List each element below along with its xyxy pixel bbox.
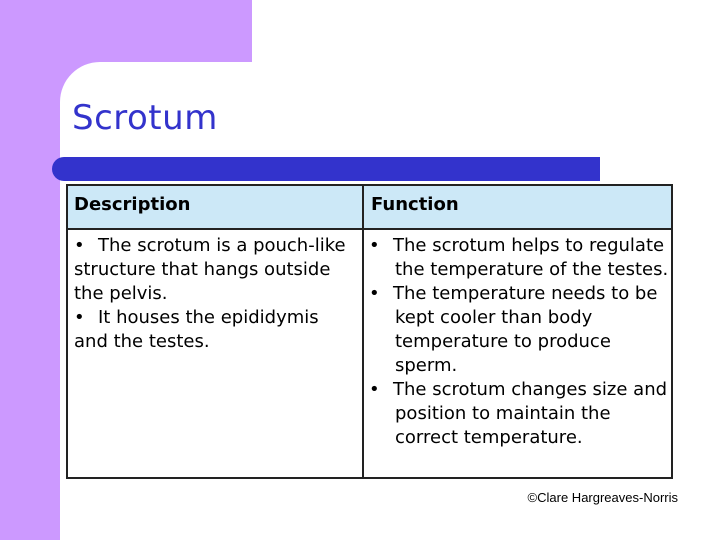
table-header-row (68, 186, 671, 230)
purple-side-strip (0, 0, 60, 540)
description-bullet (74, 306, 358, 354)
description-text: The scrotum is a pouch-like structure that hangs outside the pelvis. (74, 235, 346, 304)
function-bullet (369, 234, 669, 282)
function-text: The temperature needs to be kept cooler than body temperature to produce sperm. (393, 283, 658, 376)
function-text: The scrotum helps to regulate the temperature of the testes. (393, 235, 669, 280)
bullet-icon: • (369, 235, 380, 256)
function-cell (369, 234, 669, 450)
function-text: The scrotum changes size and position to maintain the correct temperature. (393, 379, 668, 448)
column-divider (362, 186, 364, 477)
title-underline-bar (52, 157, 600, 181)
bullet-icon: • (369, 379, 380, 400)
header-function: Function (371, 194, 459, 215)
function-bullet (369, 378, 669, 450)
function-bullet (369, 282, 669, 378)
description-bullet (74, 234, 358, 306)
slide-title: Scrotum (72, 98, 218, 138)
description-text: It houses the epididymis and the testes. (74, 307, 319, 352)
header-description: Description (74, 194, 191, 215)
description-function-table (66, 184, 673, 479)
bullet-icon: • (74, 307, 85, 328)
copyright-notice: ©Clare Hargreaves-Norris (527, 490, 678, 505)
bullet-icon: • (369, 283, 380, 304)
bullet-icon: • (74, 235, 85, 256)
description-cell (74, 234, 358, 354)
